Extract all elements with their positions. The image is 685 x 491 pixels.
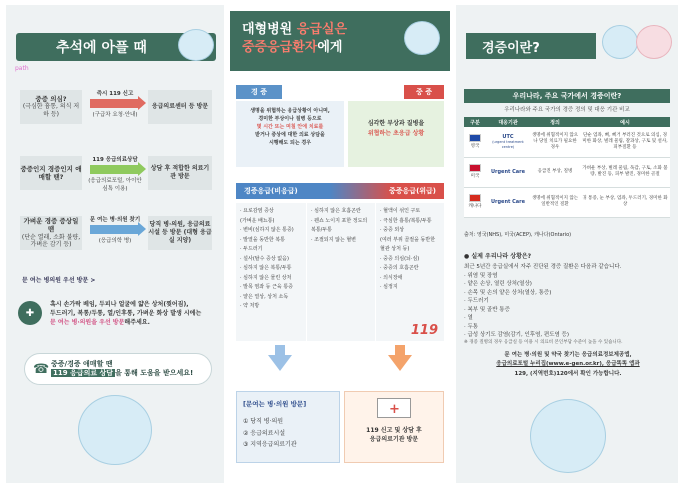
section-clinic-first: 문 여는 병의원 우선 방문 > [22, 276, 96, 284]
list-item: · 얕은 열상, 상처 소독 [240, 293, 289, 300]
mild-symptom-list [236, 203, 306, 341]
list-item: · 두드러기 [464, 298, 489, 305]
list-item: · 발목 염좌 등 근육 통증 [240, 284, 294, 290]
ambiguous-question: 중증인지 경증인지 애매할 땐? [20, 156, 82, 190]
ambulance-icon [377, 398, 411, 418]
mascot-bear-sign-image [520, 397, 616, 477]
phone-icon: ☎ [33, 361, 50, 377]
mild-definition: 생명을 위협하는 응급상황이 아니며, 경미한 부상이나 질병 등으로 몇 시간 또는 며칠 안에 치료를 받거나 증상에 대한 의료 상담을 시행해도 되는 경우 [236, 101, 344, 167]
list-item: · 의식장애 [380, 274, 403, 281]
list-item: · 심하지 않은 복통/두통 [240, 265, 292, 271]
korea-list: 최근 5년간 응급실에서 자주 진단된 경증 질환은 다음과 같습니다. · 위염 및 장염 · 얕은 손상, 열린 상처(열상) · 손목 및 손의 얕은 상처(열상, 통증) · 두드러기 · 복부 및 골반 통증 · 열 · 두통 · 급성 상기도 감염(감기, 인후염, 편도염 등) ※ 경증 질병의 경우 응급실 등 이용 시 의료비 본인부담 수준이 높을 수 있습니다. [464, 263, 670, 347]
list-item: · 변비(심하지 않은 통증) [240, 227, 294, 233]
mascot-bear-large-image [72, 391, 158, 475]
list-item: · 위염 및 장염 [464, 272, 498, 279]
table-row: 캐나다 Urgent Care 생명에 위협적이지 않는 일반적인 질환 귀 통증, 눈 부상, 염좌, 두드러기, 경미한 화상 [464, 187, 670, 217]
list-item: · 극심한 흉통/복통/두통 [380, 217, 432, 224]
list-item: · 중증 의심(뇌·심) [380, 255, 420, 262]
severe-definition: 심각한 부상과 질병을 위협하는 초응급 상황 [348, 101, 444, 167]
list-item: · 심정지 [380, 284, 398, 290]
mild-question: 가벼운 경증 증상일 땐 (단순 열래, 소화 불량, 가벼운 감기 등) [21, 216, 81, 249]
panel-chuseok [6, 5, 224, 483]
er-title: 대형병원 응급실은 중증응급환자에게 [230, 11, 450, 71]
list-item: · 두통 [464, 323, 479, 330]
list-item: · 요로감염 증상 [240, 208, 274, 214]
call-119-banner: ☎ 중증/경증 애매할 땐 119 응급의료 상담 을 통해 도움을 받으세요! [24, 353, 212, 385]
list-item: · 약 처방 [240, 303, 260, 309]
moderate-symptom-list [307, 203, 375, 341]
call-119-arrow: 즉시 119 신고 (구급차 요청·안내) [86, 89, 144, 125]
mild-tag: 경 증 [236, 85, 282, 99]
country-comparison-title: 우리나라, 주요 국가에서 경증이란? [464, 89, 670, 103]
emergency-center-visit: 응급의료센터 등 방문 [148, 90, 212, 124]
panel-er-for-severe [230, 5, 450, 483]
list-item: 혈관 상처 등) [380, 246, 410, 252]
country-flag-icon [469, 164, 481, 172]
mascot-doctor-image [402, 19, 442, 59]
find-clinic-arrow: 문 여는 병·의원 찾기 (응급의학 병) [89, 217, 141, 244]
mascot-pair-image [602, 19, 674, 67]
list-item: · 복부 및 골반 통증 [464, 306, 510, 313]
emergency-level-strip: 경증응급(비응급) 중증응급(위급) [236, 183, 444, 199]
clinic-advice: ✚ 혹시 손가락 베임, 두피나 얼굴에 얇은 상처(찢어짐), 두드러기, 복통/두통, 열/인후통, 가벼운 화상 발생 시에는 문 여는 병·의원을 우선 방문해주세요. [18, 291, 214, 335]
korea-heading: ● 실제 우리나라 상황은? [464, 253, 532, 260]
table-caption: 우리나라와 주요 국가의 경증 정의 및 대응 기관 비교 [504, 107, 630, 113]
list-item: (가벼운 배뇨통) [240, 217, 275, 224]
list-item: · 혈액이 섞인 구토 [380, 208, 421, 214]
mild-title: 경증이란? [466, 33, 596, 59]
list-item: · 조절되지 않는 혈변 [311, 236, 356, 243]
list-item: · 웬쇼 노이지 포한 정도의 [311, 217, 368, 224]
hospital-icon: ✚ [18, 301, 42, 325]
list-item: · 얕은 손상, 열린 상처(열상) [464, 281, 532, 288]
mascot-bear-image [174, 25, 218, 65]
severe-question: 중증 의심? (극심한 흉통, 의식 저하 등) [20, 90, 82, 124]
country-flag-icon [469, 194, 481, 202]
down-arrow-icon [388, 355, 412, 371]
list-item: 복통/두통 [311, 227, 333, 233]
source-note: 출처: 영국(NHS), 미국(ACEP), 캐나다(Ontario) [464, 232, 572, 238]
panel-what-is-mild [456, 5, 678, 483]
consult-119-arrow: 119 응급의료상담 (응급의료포털, 아이안심톡 이용) [88, 157, 142, 192]
korea-flag-icon: ● [464, 253, 470, 260]
path-label: path [15, 65, 29, 72]
list-item: · 급성 상기도 감염(감기, 인후염, 편도염 등) [464, 332, 570, 339]
consult-then-visit: 상담 후 적합한 의료기관 방문 [148, 156, 212, 190]
list-item: · 중증의 호흡곤란 [380, 265, 419, 271]
list-item: (여러 부위 골절을 동반한 [380, 236, 436, 243]
ambulance-box: + 119 신고 및 상담 후 응급의료기관 방문 [344, 391, 444, 463]
list-item: · 손목 및 손의 얕은 상처(열상, 통증) [464, 289, 552, 296]
country-flag-icon [469, 134, 481, 142]
list-item: · 열 [464, 315, 473, 322]
clinic-visit: 당직 병·의원, 응급의료시설 등 방문 (대형 응급실 지양) [148, 216, 212, 250]
flow-row-severe [20, 85, 212, 131]
country-table: 구분 대응기관 정의 예시 영국 UTC (urgent treatment centre) 생명에 위협적이지 않으나 당일 치료가 필요한 경우 단순 염좌, 뼈, 삐거 부러진 것으로 의심, 경미한 화상, 벌레 물림, 찰과상, 구토 및 설사, 피부질환 등 미국 Urgent Care 응급진 부상, 질병 가벼운 부상, 벌레 물림, 독감, 구토, 소화 불량, 발진 등, 피부 발진, 경미한 골절 캐나다 Urgent Care 생명에 위협적이지 않는 일반적인 질환 귀 통증, 눈 부상, 염좌, 두드러기, 경미한 화상 [464, 117, 670, 218]
list-item: · 중증 외상 [380, 227, 405, 233]
table-row: 미국 Urgent Care 응급진 부상, 질병 가벼운 부상, 벌레 물림, 독감, 구토, 소화 불량, 발진 등, 피부 발진, 경미한 골절 [464, 157, 670, 187]
logo-119: 119 [410, 323, 438, 338]
flow-row-mild [20, 211, 212, 257]
down-arrow-icon [268, 355, 292, 371]
table-row: 영국 UTC (urgent treatment centre) 생명에 위협적이지 않으나 당일 치료가 필요한 경우 단순 염좌, 뼈, 삐거 부러진 것으로 의심, 경미한 화상, 벌레 물림, 찰과상, 구토 및 설사, 피부질환 등 [464, 127, 670, 157]
list-item: · 심하지 않은 물린 상처 [240, 274, 292, 281]
find-clinic-info: 문 여는 병·의원 및 약국 찾기는 응급의료정보제공앱, 응급의료포털 누리집(www.e-gen.or.kr), 응급똑똑 앱과 129, (지역번호)120에서 확인 가능합니다. [496, 352, 640, 377]
flow-row-ambiguous [20, 151, 212, 197]
page-title: 추석에 아플 때 [16, 33, 216, 61]
severe-tag: 중 증 [404, 85, 444, 99]
list-item: · 발열을 동반한 복통 [240, 236, 285, 243]
clinic-options-box: [문여는 병·의원 방문] ① 당직 병·의원 ② 응급의료시설 ③ 지역응급의료기관 [236, 391, 340, 463]
list-item: · 심하지 않은 호흡곤란 [311, 208, 361, 214]
list-item: · 두드러기 [240, 246, 263, 252]
list-item: · 설사(탈수 증상 없음) [240, 255, 289, 262]
severe-symptom-list [376, 203, 444, 341]
